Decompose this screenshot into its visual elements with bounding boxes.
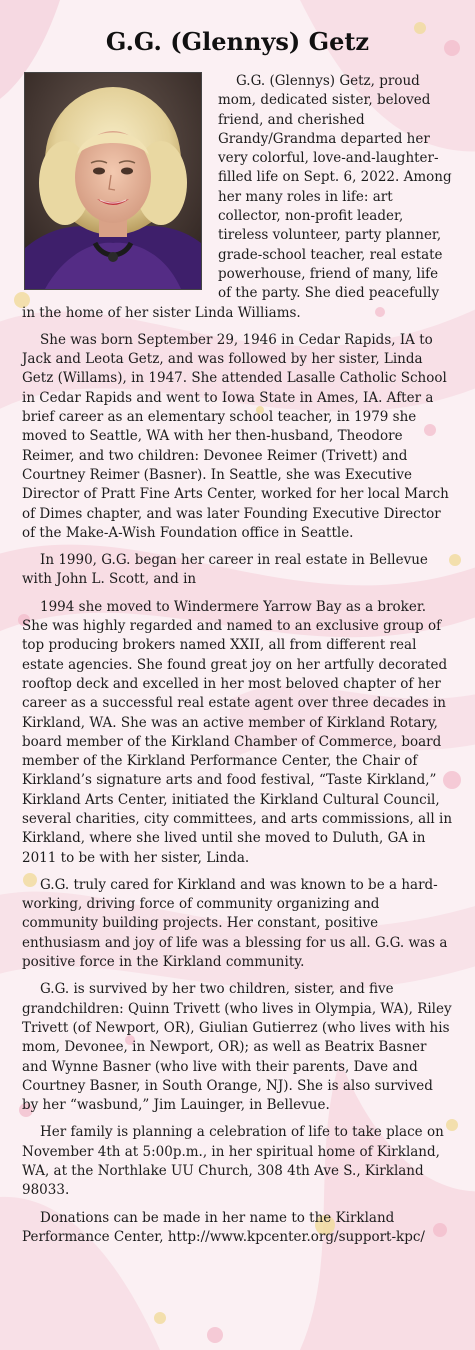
paragraph-community: G.G. truly cared for Kirkland and was known to be a hard-working, driving force of community organizing and community building projects. Her constant, positive enthusiasm and joy of life was a blessing for us all. G.G. was a positive force in the Kirkland community. xyxy=(22,876,448,971)
paragraph-donations: Donations can be made in her name to the Kirkland Performance Center, http://www.kpcenter.org/support-kpc/ xyxy=(22,1209,425,1245)
portrait-photo xyxy=(24,72,202,290)
portrait-image xyxy=(25,73,201,289)
paragraph-real-estate-start: In 1990, G.G. began her career in real estate in Bellevue with John L. Scott, and in xyxy=(22,552,428,588)
paragraph-celebration: Her family is planning a celebration of life to take place on November 4th at 5:00p.m., in her spiritual home of Kirkland, WA, at the Northlake UU Church, 308 4th Ave S., Kirkland 98033. xyxy=(22,1124,444,1199)
paragraph-early-life: She was born September 29, 1946 in Cedar Rapids, IA to Jack and Leota Getz, and was followed by her sister, Linda Getz (Willams), in 1947. She attended Lasalle Catholic School in Cedar Rapids and went to Iowa State in Ames, IA. After a brief career as an elementary school teacher, in 1979 she moved to Seattle, WA with her then-husband, Theodore Reimer, and two children: Devonee Reimer (Trivett) and Courtney Reimer (Basner). In Seattle, she was Executive Director of Pratt Fine Arts Center, worked for her local March of Dimes chapter, and was later Founding Executive Director of the Make-A-Wish Foundation office in Seattle. xyxy=(22,331,449,541)
paragraph-intro: G.G. (Glennys) Getz, proud mom, dedicated sister, beloved friend, and cherished Grandy/Grandma departed her very colorful, love-and-laughter-filled life on Sept. 6, 2022. Among her many roles in life: art collector, non-profit leader, tireless volunteer, party planner, grade-school teacher, real estate powerhouse, friend of many, life of the party. She died peacefully in the home of her sister Linda Williams. xyxy=(22,73,452,321)
paragraph-career: 1994 she moved to Windermere Yarrow Bay as a broker. She was highly regarded and named to an exclusive group of top producing brokers named XXII, all from different real estate agencies. She found great joy on her artfully decorated rooftop deck and excelled in her most beloved chapter of her career as a successful real estate agent over three decades in Kirkland, WA. She was an active member of Kirkland Rotary, board member of the Kirkland Chamber of Commerce, board member of the Kirkland Performance Center, the Chair of Kirkland’s signature arts and food festival, “Taste Kirkland,” Kirkland Arts Center, initiated the Kirkland Cultural Council, several charities, city committees, and arts commissions, all in Kirkland, where she lived until she moved to Duluth, GA in 2011 to be with her sister, Linda. xyxy=(22,598,453,866)
obituary-title: G.G. (Glennys) Getz xyxy=(105,27,370,56)
paragraph-survivors: G.G. is survived by her two children, sister, and five grandchildren: Quinn Trivett (who lives in Olympia, WA), Riley Trivett (of Newport, OR), Giulian Gutierrez (who lives with his mom, Devonee, in Newport, OR); as well as Beatrix Basner and Wynne Basner (who live with their parents, Dave and Courtney Basner, in South Orange, NJ). She is also survived by her “wasbund,” Jim Lauinger, in Bellevue. xyxy=(22,981,452,1114)
